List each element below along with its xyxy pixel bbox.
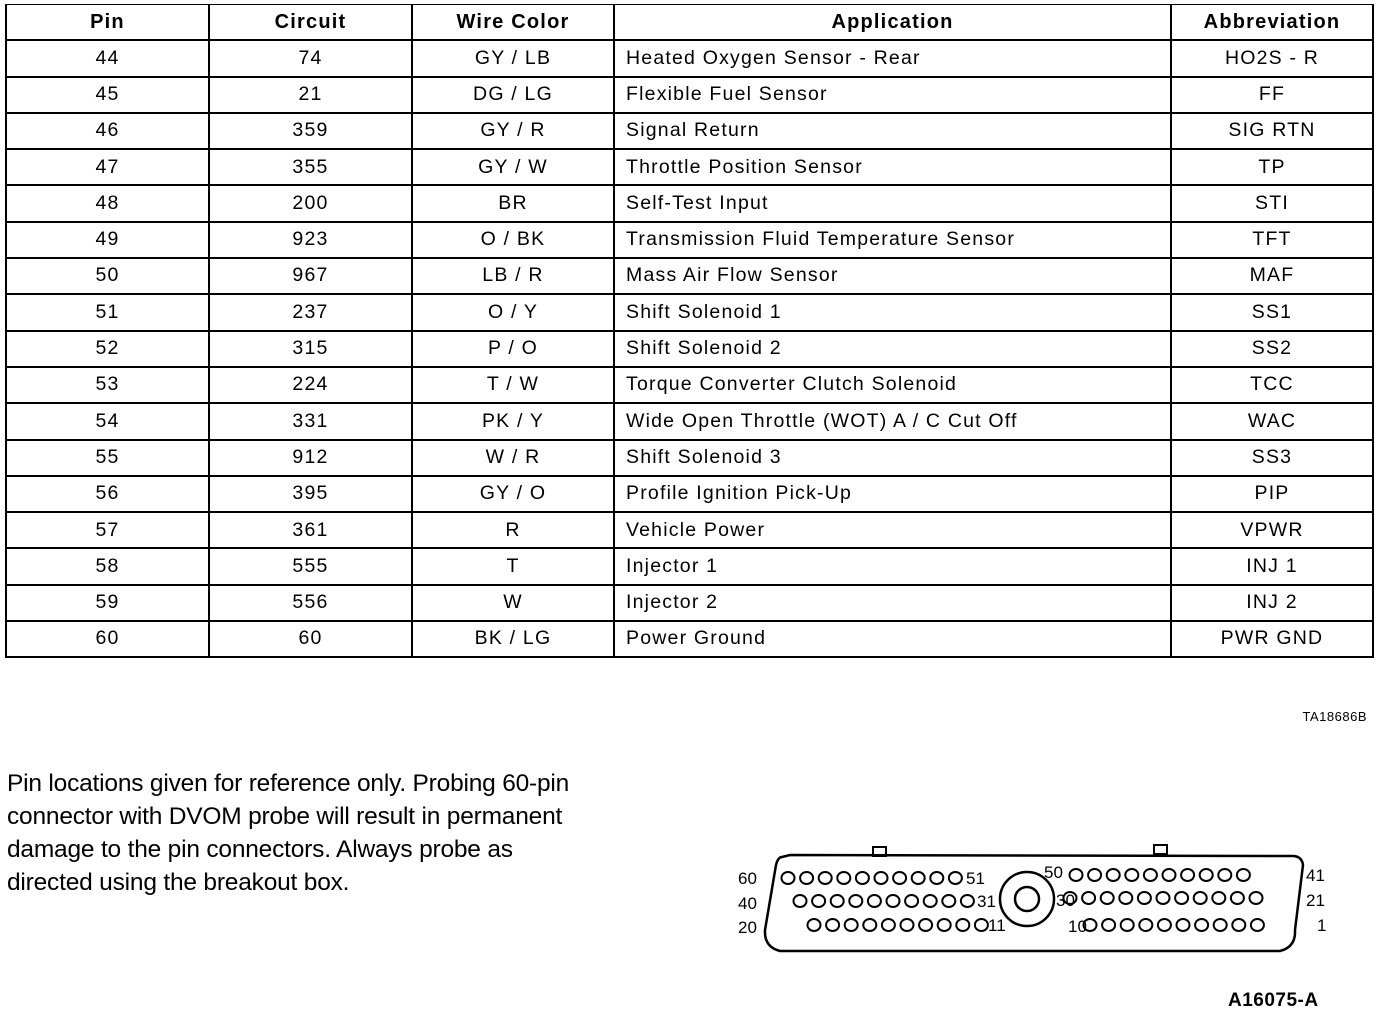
pin-label: 1 [1317, 916, 1327, 935]
pin-hole [1200, 869, 1213, 881]
application-cell: Profile Ignition Pick-Up [614, 476, 1171, 512]
application-cell: Flexible Fuel Sensor [614, 77, 1171, 113]
pin-hole [800, 872, 813, 884]
pin-label: 60 [738, 869, 757, 888]
pin-cell: 44 [6, 40, 209, 76]
application-cell: Shift Solenoid 1 [614, 294, 1171, 330]
abbreviation-cell: MAF [1171, 258, 1373, 294]
pin-hole [1251, 919, 1264, 931]
wire-color-cell: BR [412, 185, 614, 221]
pin-hole [849, 895, 862, 907]
pin-hole [905, 895, 918, 907]
note-line: connector with DVOM probe will result in permanent [7, 803, 563, 830]
table-row [6, 512, 1373, 548]
application-cell: Mass Air Flow Sensor [614, 258, 1171, 294]
wire-color-cell: GY / W [412, 149, 614, 185]
pin-hole [1231, 892, 1244, 904]
note-line: damage to the pin connectors. Always probe as [7, 836, 513, 863]
pin-hole [912, 872, 925, 884]
abbreviation-cell: STI [1171, 185, 1373, 221]
latch-tab-right [1154, 845, 1167, 854]
pin-hole [882, 919, 895, 931]
pin-hole [1144, 869, 1157, 881]
pin-cell: 58 [6, 548, 209, 584]
application-cell: Shift Solenoid 3 [614, 440, 1171, 476]
pin-hole [868, 895, 881, 907]
pin-hole [1101, 892, 1114, 904]
application-cell: Power Ground [614, 621, 1171, 657]
abbreviation-cell: HO2S - R [1171, 40, 1373, 76]
pin-hole [826, 919, 839, 931]
application-cell: Wide Open Throttle (WOT) A / C Cut Off [614, 403, 1171, 439]
table-row [6, 149, 1373, 185]
abbreviation-cell: TP [1171, 149, 1373, 185]
pin-hole [949, 872, 962, 884]
header-circuit: Circuit [209, 5, 412, 41]
pin-cell: 45 [6, 77, 209, 113]
pin-hole [1119, 892, 1132, 904]
abbreviation-cell: SIG RTN [1171, 113, 1373, 149]
pin-cell: 50 [6, 258, 209, 294]
note-line: Pin locations given for reference only. Probing 60-pin [7, 770, 570, 797]
abbreviation-cell: INJ 2 [1171, 585, 1373, 621]
circuit-cell: 359 [209, 113, 412, 149]
pin-table [5, 4, 1374, 658]
table-row [6, 585, 1373, 621]
pin-hole [1212, 892, 1225, 904]
table-row [6, 222, 1373, 258]
pin-hole [938, 919, 951, 931]
pin-label: 51 [966, 869, 985, 888]
header-wire-color: Wire Color [412, 5, 614, 41]
circuit-cell: 315 [209, 331, 412, 367]
table-row [6, 40, 1373, 76]
header-application: Application [614, 5, 1171, 41]
pin-hole [961, 895, 974, 907]
circuit-cell: 967 [209, 258, 412, 294]
header-abbreviation: Abbreviation [1171, 5, 1373, 41]
circuit-cell: 60 [209, 621, 412, 657]
pin-cell: 60 [6, 621, 209, 657]
pin-hole [1218, 869, 1231, 881]
wire-color-cell: DG / LG [412, 77, 614, 113]
table-row [6, 258, 1373, 294]
table-row [6, 367, 1373, 403]
pin-cell: 51 [6, 294, 209, 330]
pin-hole [1121, 919, 1134, 931]
pin-hole [812, 895, 825, 907]
abbreviation-cell: FF [1171, 77, 1373, 113]
abbreviation-cell: WAC [1171, 403, 1373, 439]
circuit-cell: 555 [209, 548, 412, 584]
circuit-cell: 361 [209, 512, 412, 548]
abbreviation-cell: TFT [1171, 222, 1373, 258]
pin-label: 41 [1306, 866, 1325, 885]
pin-cell: 49 [6, 222, 209, 258]
pin-label: 20 [738, 918, 757, 937]
abbreviation-cell: TCC [1171, 367, 1373, 403]
pin-hole [1232, 919, 1245, 931]
circuit-cell: 237 [209, 294, 412, 330]
pin-hole [1125, 869, 1138, 881]
application-cell: Injector 1 [614, 548, 1171, 584]
pin-hole [1177, 919, 1190, 931]
pin-cell: 52 [6, 331, 209, 367]
warning-note [7, 767, 667, 899]
pin-hole [1158, 919, 1171, 931]
pin-hole [1194, 892, 1207, 904]
abbreviation-cell: VPWR [1171, 512, 1373, 548]
abbreviation-cell: SS3 [1171, 440, 1373, 476]
pin-hole [1107, 869, 1120, 881]
pin-hole [1138, 892, 1151, 904]
wire-color-cell: GY / R [412, 113, 614, 149]
pin-hole [887, 895, 900, 907]
pin-cell: 55 [6, 440, 209, 476]
wire-color-cell: PK / Y [412, 403, 614, 439]
connector-diagram [720, 835, 1360, 965]
wire-color-cell: T / W [412, 367, 614, 403]
pin-hole [837, 872, 850, 884]
pin-hole [893, 872, 906, 884]
abbreviation-cell: PIP [1171, 476, 1373, 512]
pin-hole [819, 872, 832, 884]
table-header-row [6, 5, 1373, 41]
abbreviation-cell: INJ 1 [1171, 548, 1373, 584]
pin-hole [782, 872, 795, 884]
table-row [6, 185, 1373, 221]
pin-hole [863, 919, 876, 931]
application-cell: Shift Solenoid 2 [614, 331, 1171, 367]
pin-hole [942, 895, 955, 907]
pin-hole [901, 919, 914, 931]
pin-hole [975, 919, 988, 931]
pin-label: 40 [738, 894, 757, 913]
figure-reference-bottom: A16075-A [1228, 990, 1319, 1011]
wire-color-cell: LB / R [412, 258, 614, 294]
circuit-cell: 331 [209, 403, 412, 439]
application-cell: Self-Test Input [614, 185, 1171, 221]
pin-hole [1195, 919, 1208, 931]
pin-cell: 56 [6, 476, 209, 512]
pin-cell: 47 [6, 149, 209, 185]
pin-hole [956, 919, 969, 931]
abbreviation-cell: PWR GND [1171, 621, 1373, 657]
pin-hole [1157, 892, 1170, 904]
wire-color-cell: W / R [412, 440, 614, 476]
circuit-cell: 224 [209, 367, 412, 403]
wire-color-cell: GY / LB [412, 40, 614, 76]
pin-label: 11 [988, 916, 1006, 935]
pin-hole [930, 872, 943, 884]
application-cell: Transmission Fluid Temperature Sensor [614, 222, 1171, 258]
pin-hole [1175, 892, 1188, 904]
table-row [6, 403, 1373, 439]
pin-hole [794, 895, 807, 907]
pin-cell: 59 [6, 585, 209, 621]
pin-hole [1163, 869, 1176, 881]
pin-label: 10 [1068, 917, 1087, 936]
table-row [6, 294, 1373, 330]
pin-hole [924, 895, 937, 907]
application-cell: Torque Converter Clutch Solenoid [614, 367, 1171, 403]
application-cell: Throttle Position Sensor [614, 149, 1171, 185]
pin-hole [808, 919, 821, 931]
wire-color-cell: GY / O [412, 476, 614, 512]
pin-hole [1088, 869, 1101, 881]
circuit-cell: 912 [209, 440, 412, 476]
pin-hole [845, 919, 858, 931]
abbreviation-cell: SS2 [1171, 331, 1373, 367]
pin-hole [919, 919, 932, 931]
pin-hole [1250, 892, 1263, 904]
pin-hole [1102, 919, 1115, 931]
pin-cell: 57 [6, 512, 209, 548]
pin-hole [1214, 919, 1227, 931]
table-row [6, 548, 1373, 584]
application-cell: Signal Return [614, 113, 1171, 149]
wire-color-cell: O / Y [412, 294, 614, 330]
pin-cell: 53 [6, 367, 209, 403]
header-pin: Pin [6, 5, 209, 41]
table-row [6, 621, 1373, 657]
pin-hole [1070, 869, 1083, 881]
wire-color-cell: P / O [412, 331, 614, 367]
circuit-cell: 395 [209, 476, 412, 512]
pin-hole [1139, 919, 1152, 931]
table-row [6, 440, 1373, 476]
pin-label: 31 [977, 892, 996, 911]
note-line: directed using the breakout box. [7, 869, 350, 896]
figure-reference-top: TA18686B [1302, 709, 1367, 724]
abbreviation-cell: SS1 [1171, 294, 1373, 330]
pin-hole [1181, 869, 1194, 881]
application-cell: Vehicle Power [614, 512, 1171, 548]
application-cell: Injector 2 [614, 585, 1171, 621]
application-cell: Heated Oxygen Sensor - Rear [614, 40, 1171, 76]
pin-hole [831, 895, 844, 907]
center-bolt-inner [1015, 887, 1039, 911]
pin-hole [1082, 892, 1095, 904]
table-row [6, 331, 1373, 367]
pin-hole [856, 872, 869, 884]
pin-hole [875, 872, 888, 884]
wire-color-cell: O / BK [412, 222, 614, 258]
table-row [6, 77, 1373, 113]
circuit-cell: 74 [209, 40, 412, 76]
wire-color-cell: BK / LG [412, 621, 614, 657]
pin-holes [782, 869, 1264, 931]
circuit-cell: 355 [209, 149, 412, 185]
pin-cell: 48 [6, 185, 209, 221]
table-row [6, 476, 1373, 512]
wire-color-cell: R [412, 512, 614, 548]
circuit-cell: 21 [209, 77, 412, 113]
pin-label: 50 [1044, 863, 1063, 882]
pin-cell: 46 [6, 113, 209, 149]
wire-color-cell: W [412, 585, 614, 621]
table-row [6, 113, 1373, 149]
pin-label: 30 [1056, 891, 1075, 910]
wire-color-cell: T [412, 548, 614, 584]
pin-hole [1237, 869, 1250, 881]
circuit-cell: 923 [209, 222, 412, 258]
circuit-cell: 200 [209, 185, 412, 221]
pin-label: 21 [1306, 891, 1325, 910]
circuit-cell: 556 [209, 585, 412, 621]
pin-cell: 54 [6, 403, 209, 439]
table-body [6, 40, 1373, 657]
